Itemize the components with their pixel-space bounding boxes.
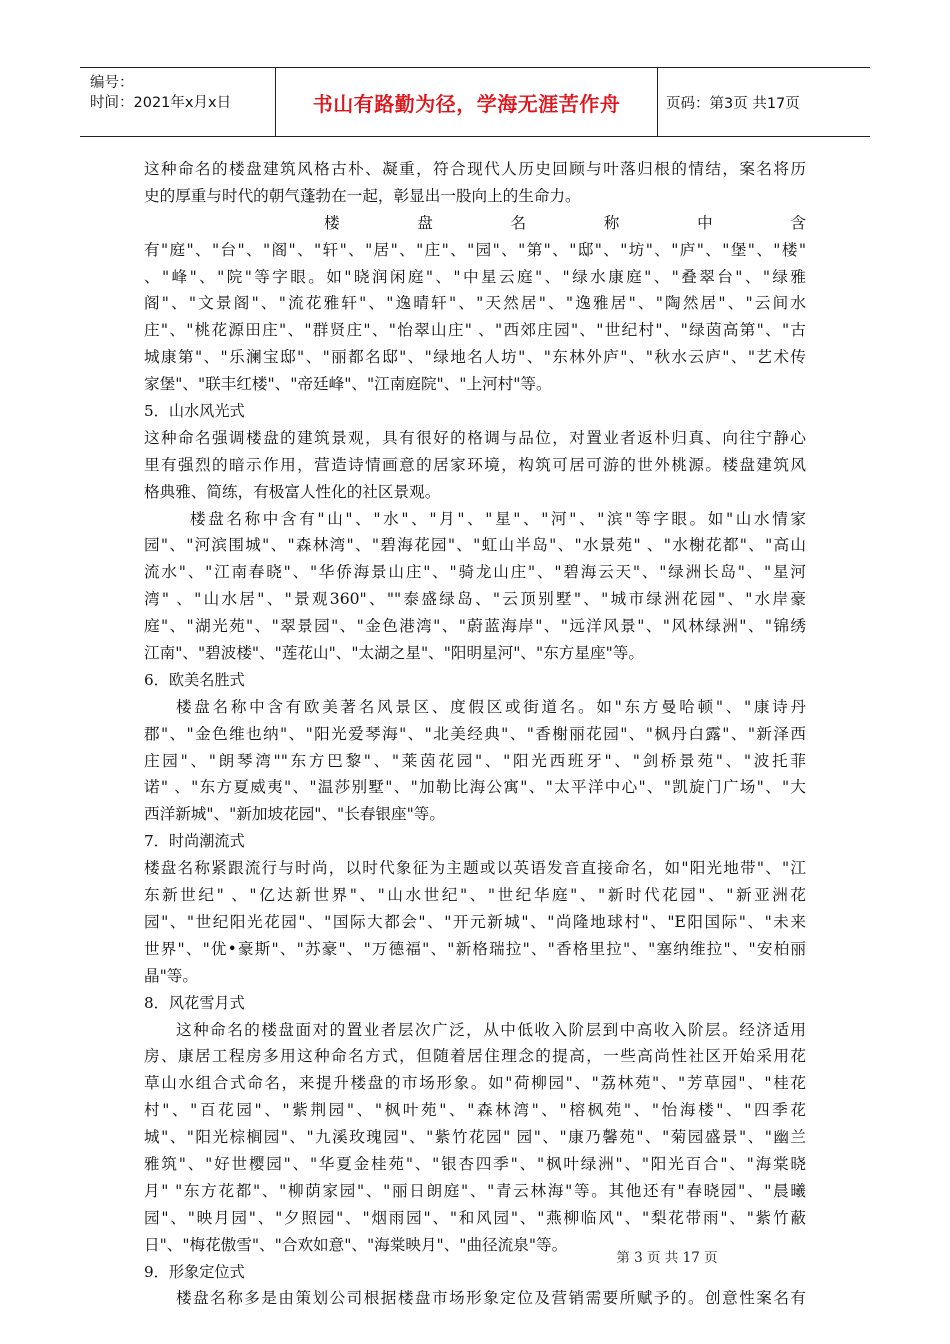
section-heading: 7．时尚潮流式	[144, 832, 245, 851]
header-motto: 书山有路勤为径，学海无涯苦作舟	[312, 92, 621, 116]
spread-char: 称	[603, 213, 620, 232]
text-line: 草山水组合式命名，来提升楼盘的市场形象。如"荷柳园"、"荔林苑"、"芳草园"、"桂花	[144, 1074, 806, 1093]
document-number-label: 编号：	[90, 75, 134, 91]
text-line: 里有强烈的暗示作用，营造诗情画意的居家环境，构筑可居可游的世外桃源。楼盘建筑风	[144, 455, 806, 474]
text-line: 东新世纪" 、"亿达新世界"、"山水世纪"、"世纪华庭"、"新时代花园"、"新亚洲花	[144, 886, 806, 905]
text-line: 园"、"映月园"、"夕照园"、"烟雨园"、"和风园"、"燕柳临风"、"梨花带雨"、"紫竹蔽	[144, 1208, 806, 1227]
text-line: 史的厚重与时代的朝气蓬勃在一起，彰显出一股向上的生命力。	[144, 186, 581, 205]
header-page-info: 页码：第3页 共17页	[666, 96, 800, 112]
text-line: 雅筑"、"好世樱园"、"华夏金桂苑"、"银杏四季"、"枫叶绿洲"、"阳光百合"、"海棠晓	[144, 1154, 806, 1173]
spread-char: 楼	[324, 213, 340, 232]
text-line: 村"、"百花园"、"紫荆园"、"枫叶苑"、"森林湾"、"榕枫苑"、"怡海楼"、"四季花	[144, 1101, 806, 1120]
text-line: 城康第"、"乐澜宝邸"、"丽都名邸"、"绿地名人坊"、"东林外庐"、"秋水云庐"、"艺术传	[144, 348, 806, 367]
section-heading: 5．山水风光式	[144, 402, 245, 421]
text-line: 流水"、"江南春晓"、"华侨海景山庄"、"骑龙山庄"、"碧海云天"、"绿洲长岛"、"星河	[144, 563, 806, 582]
text-line: 这种命名的楼盘面对的置业者层次广泛，从中低收入阶层到中高收入阶层。经济适用	[176, 1020, 806, 1039]
text-line: 这种命名强调楼盘的建筑景观，具有很好的格调与品位，对置业者返朴归真、向往宁静心	[144, 428, 806, 447]
spread-char: 中	[697, 213, 713, 232]
text-line: 格典雅、简练，有极富人性化的社区景观。	[144, 482, 441, 501]
text-line	[144, 210, 806, 237]
spread-char: 名	[510, 213, 527, 232]
text-line: 园"、"世纪阳光花园"、"国际大都会"、"开元新城"、"尚隆地球村"、"E阳国际"、"未来	[144, 912, 806, 931]
text-line: 西洋新城"、"新加坡花园"、"长春银座"等。	[144, 805, 445, 824]
text-line: 江南"、"碧波楼"、"莲花山"、"太湖之星"、"阳明星河"、"东方星座"等。	[144, 644, 644, 663]
page-header	[80, 67, 870, 137]
document-body	[144, 156, 806, 1312]
text-line: 园"、"河滨围城"、"森林湾"、"碧海花园"、"虹山半岛"、"水景苑" 、"水榭花都"、"高山	[144, 536, 806, 555]
text-line: 日"、"梅花傲雪"、"合欢如意"、"海棠映月"、"曲径流泉"等。	[144, 1235, 568, 1254]
text-line: 诺" 、"东方夏威夷"、"温莎别墅"、"加勒比海公寓"、"太平洋中心"、"凯旋门广场"、"大	[144, 778, 806, 797]
text-line: 有"庭"、"台"、"阁"、"轩"、"居"、"庄"、"园"、"第"、"邸"、"坊"、"庐"、"堡"、"楼"	[144, 240, 806, 259]
text-line: 世界"、"优•豪斯"、"苏豪"、"万德福"、"新格瑞拉"、"香格里拉"、"塞纳维拉"、"安柏丽	[144, 939, 806, 958]
text-line: 阁"、"文景阁"、"流花雅轩"、"逸晴轩"、"天然居"、"逸雅居"、"陶然居"、"云间水	[144, 294, 806, 313]
text-line: 楼盘名称多是由策划公司根据楼盘市场形象定位及营销需要所赋予的。创意性案名有	[176, 1289, 806, 1308]
text-line: 房、康居工程房多用这种命名方式，但随着居住理念的提高，一些高尚性社区开始采用花	[144, 1047, 806, 1066]
text-line: 、"峰"、"院"等字眼。如"晓润闲庭"、"中星云庭"、"绿水康庭"、"叠翠台"、"绿雅	[144, 267, 806, 286]
document-time: 时间：2021年x月x日	[90, 95, 232, 111]
text-line: 庄"、"桃花源田庄"、"群贤庄"、"怡翠山庄" 、"西郊庄园"、"世纪村"、"绿茵高第"、"古	[144, 321, 806, 340]
text-line: 楼盘名称中含有"山"、"水"、"月"、"星"、"河"、"滨"等字眼。如"山水情家	[190, 509, 806, 528]
section-heading: 8．风花雪月式	[144, 993, 245, 1012]
text-line: 庄园"、"朗琴湾""东方巴黎"、"莱茵花园"、"阳光西班牙"、"剑桥景苑"、"波托菲	[144, 751, 806, 770]
text-line: 这种命名的楼盘建筑风格古朴、凝重，符合现代人历史回顾与叶落归根的情结，案名将历	[144, 160, 806, 178]
text-line: 城"、"阳光棕榈园"、"九溪玫瑰园"、"紫竹花园" 园"、"康乃馨苑"、"菊园盛景"、"幽兰	[144, 1128, 806, 1147]
text-line: 湾" 、"山水居"、"景观360"、""泰盛绿岛、"云顶别墅"、"城市绿洲花园"、"水岸豪	[144, 590, 806, 609]
page-footer: 第 3 页 共 17 页	[616, 1250, 718, 1266]
header-meta	[90, 73, 231, 113]
spread-char: 含	[790, 213, 806, 232]
text-line: 家堡"、"联丰红楼"、"帝廷峰"、"江南庭院"、"上河村"等。	[144, 375, 552, 394]
text-line: 楼盘名称紧跟流行与时尚，以时代象征为主题或以英语发音直接命名，如"阳光地带"、"江	[144, 859, 806, 878]
text-line: 晶"等。	[144, 966, 198, 985]
text-line: 楼盘名称中含有欧美著名风景区、度假区或街道名。如"东方曼哈顿"、"康诗丹	[176, 697, 806, 716]
header-divider	[657, 68, 658, 136]
spread-char: 盘	[417, 213, 433, 232]
text-line: 郡"、"金色维也纳"、"阳光爱琴海"、"北美经典"、"香榭丽花园"、"枫丹白露"、"新泽西	[144, 724, 806, 743]
text-line: 庭"、"湖光苑"、"翠景园"、"金色港湾"、"蔚蓝海岸"、"远洋风景"、"风林绿洲"、"锦绣	[144, 617, 806, 636]
section-heading: 6．欧美名胜式	[144, 670, 245, 689]
text-line: 月" "东方花都"、"柳荫家园"、"丽日朗庭"、"青云林海"等。其他还有"春晓园"、"晨曦	[144, 1181, 806, 1200]
section-heading: 9．形象定位式	[144, 1262, 245, 1281]
